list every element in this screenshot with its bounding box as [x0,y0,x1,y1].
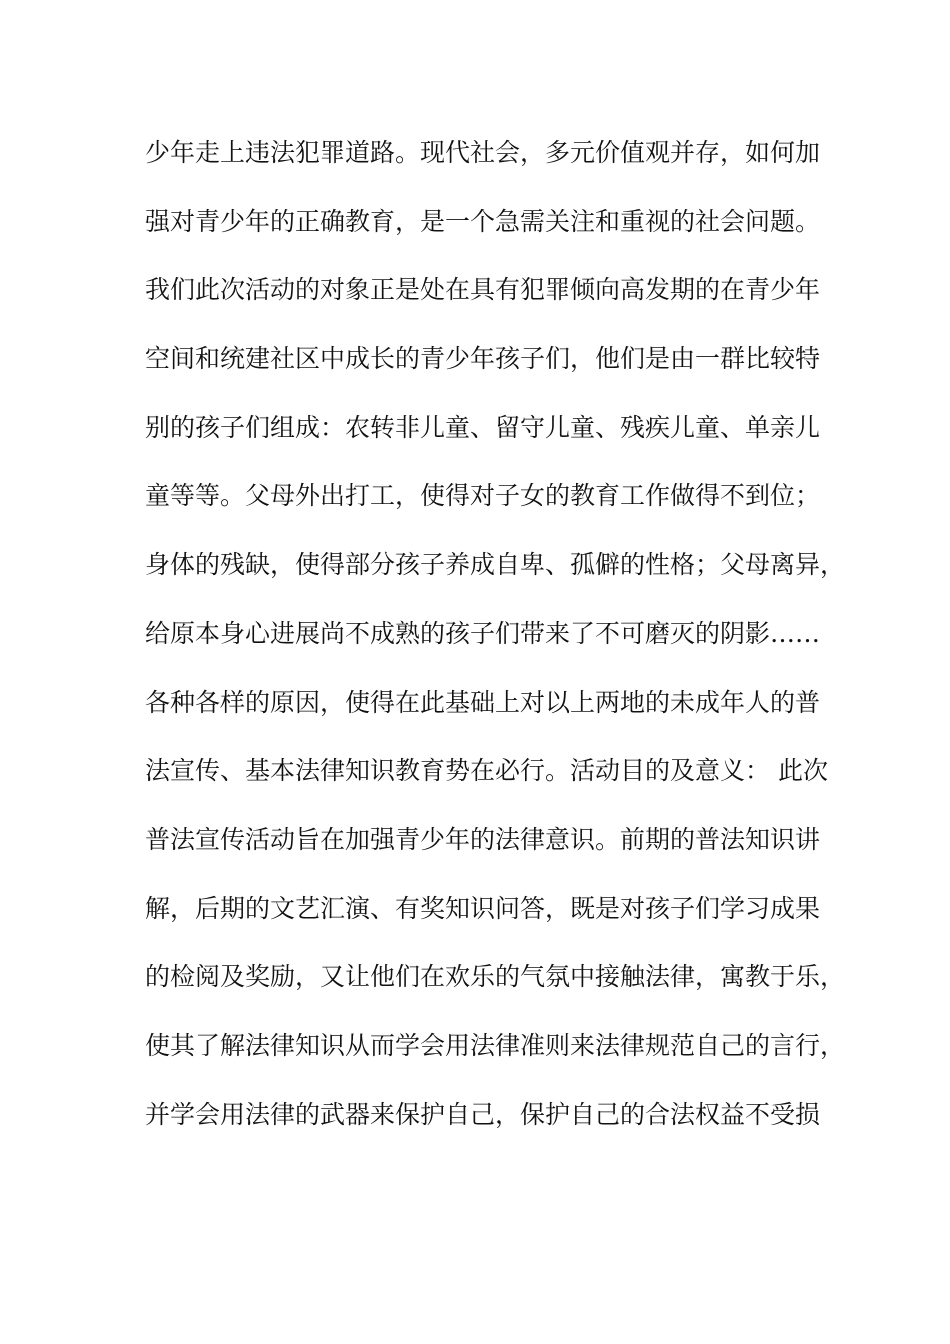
text-line: 别的孩子们组成：农转非儿童、留守儿童、残疾儿童、单亲儿 [145,412,821,442]
text-line: 法宣传、基本法律知识教育势在必行。活动目的及意义： 此次 [145,756,828,786]
text-line: 给原本身心进展尚不成熟的孩子们带来了不可磨灭的阴影…… [145,618,821,648]
text-line: 强对青少年的正确教育，是一个急需关注和重视的社会问题。 [145,206,821,236]
text-line: 各种各样的原因，使得在此基础上对以上两地的未成年人的普 [145,687,821,717]
body-text [145,131,845,1161]
text-line: 使其了解法律知识从而学会用法律准则来法律规范自己的言行， [145,1030,846,1060]
text-line: 身体的残缺，使得部分孩子养成自卑、孤僻的性格；父母离异， [145,550,846,580]
text-line: 的检阅及奖励，又让他们在欢乐的气氛中接触法律，寓教于乐， [145,962,846,992]
text-line: 普法宣传活动旨在加强青少年的法律意识。前期的普法知识讲 [145,824,821,854]
text-line: 并学会用法律的武器来保护自己，保护自己的合法权益不受损 [145,1099,821,1129]
text-line: 解，后期的文艺汇演、有奖知识问答，既是对孩子们学习成果 [145,893,821,923]
text-line: 空间和统建社区中成长的青少年孩子们，他们是由一群比较特 [145,344,821,374]
text-line: 我们此次活动的对象正是处在具有犯罪倾向高发期的在青少年 [145,275,821,305]
text-line: 童等等。父母外出打工，使得对子女的教育工作做得不到位； [145,481,821,511]
text-line: 少年走上违法犯罪道路。现代社会，多元价值观并存，如何加 [145,138,821,167]
